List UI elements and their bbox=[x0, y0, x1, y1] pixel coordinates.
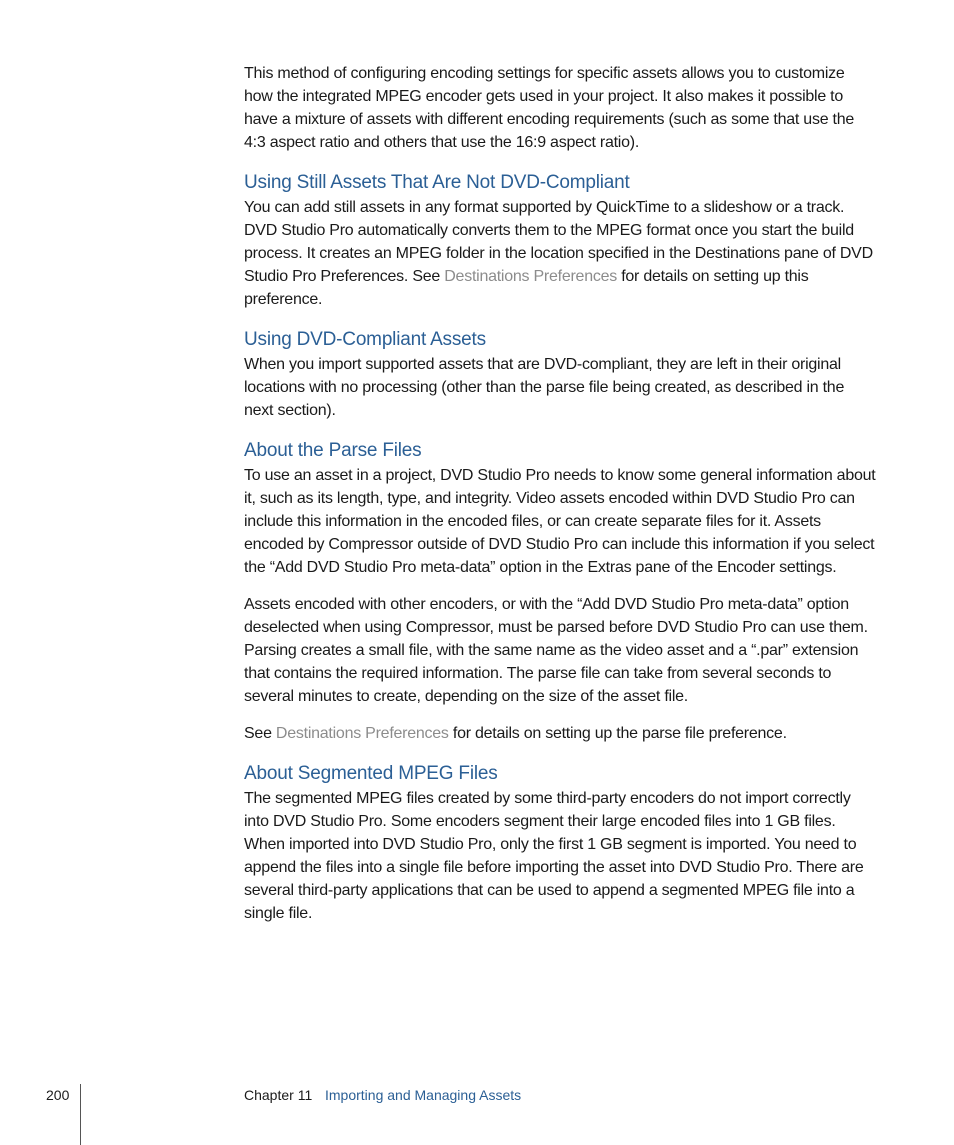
heading-parse-files: About the Parse Files bbox=[244, 440, 422, 461]
still-assets-text-2: for details on setting up this preference. bbox=[244, 268, 809, 308]
heading-dvd-compliant: Using DVD-Compliant Assets bbox=[244, 329, 486, 350]
parse-files-see-text-1: See bbox=[244, 725, 276, 742]
chapter-title: Importing and Managing Assets bbox=[325, 1087, 522, 1103]
dvd-compliant-paragraph: When you import supported assets that are DVD-compliant, they are left in their original locations with no processing (other than the parse file being created, as described in the next section). bbox=[244, 356, 845, 419]
parse-files-paragraph-2: Assets encoded with other encoders, or with the “Add DVD Studio Pro meta-data” option deselected when using Compressor, must be parsed before DVD Studio Pro can use them. Parsing creates a small file, with the same name as the video asset and a “.par” extension that contains the required information. The parse file can take from several seconds to several minutes to create, depending on the size of the asset file. bbox=[244, 596, 868, 705]
chapter-label: Chapter 11 bbox=[244, 1087, 313, 1103]
still-assets-text-1: You can add still assets in any format supported by QuickTime to a slideshow or a track. DVD Studio Pro automatically converts them to the MPEG format once you start the build process. It creates an MPEG folder in the location specified in the Destinations pane of DVD Studio Pro Preferences. See bbox=[244, 199, 873, 285]
destinations-preferences-link-2[interactable]: Destinations Preferences bbox=[275, 725, 449, 742]
heading-segmented: About Segmented MPEG Files bbox=[244, 763, 498, 784]
section-parse-files bbox=[244, 440, 876, 745]
page-content bbox=[244, 62, 876, 925]
still-assets-paragraph bbox=[244, 196, 876, 311]
segmented-paragraph: The segmented MPEG files created by some third-party encoders do not import correctly into DVD Studio Pro. Some encoders segment their large encoded files into 1 GB files. When imported into DVD Studio Pro, only the first 1 GB segment is imported. You need to append the files into a single file before importing the asset into DVD Studio Pro. There are several third-party applications that can be used to append a segmented MPEG file into a single file. bbox=[244, 790, 864, 922]
destinations-preferences-link[interactable]: Destinations Preferences bbox=[444, 268, 617, 285]
heading-still-assets: Using Still Assets That Are Not DVD-Compliant bbox=[244, 172, 630, 193]
footer-divider bbox=[80, 1084, 81, 1145]
section-dvd-compliant bbox=[244, 329, 876, 422]
section-still-assets bbox=[244, 172, 876, 311]
section-segmented bbox=[244, 763, 876, 925]
page-number: 200 bbox=[46, 1087, 70, 1103]
parse-files-see-text-2: for details on setting up the parse file preference. bbox=[448, 725, 787, 742]
parse-files-see-paragraph bbox=[244, 722, 876, 745]
parse-files-paragraph-1: To use an asset in a project, DVD Studio Pro needs to know some general information about it, such as its length, type, and integrity. Video assets encoded within DVD Studio Pro can include this information in the encoded files, or can create separate files for it. Assets encoded by Compressor outside of DVD Studio Pro can include this information if you select the “Add DVD Studio Pro meta-data” option in the Extras pane of the Encoder settings. bbox=[244, 467, 876, 576]
intro-paragraph: This method of configuring encoding settings for specific assets allows you to customize how the integrated MPEG encoder gets used in your project. It also makes it possible to have a mixture of assets with different encoding requirements (such as some that use the 4:3 aspect ratio and others that use the 16:9 aspect ratio). bbox=[244, 65, 855, 151]
